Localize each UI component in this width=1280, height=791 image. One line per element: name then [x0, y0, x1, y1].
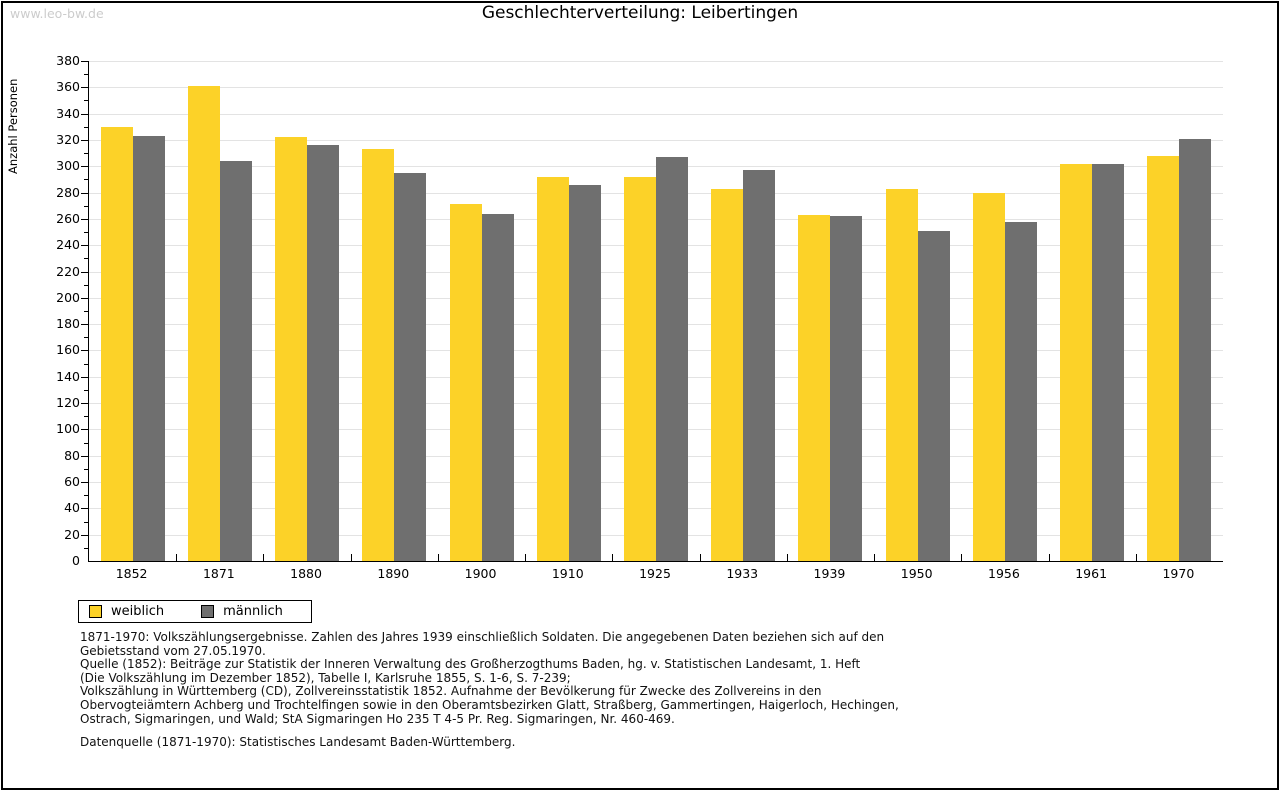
x-label-1880: 1880 [290, 566, 322, 581]
y-minor-tick-250 [84, 232, 88, 233]
footnote-line: Volkszählung in Württemberg (CD), Zollvereinsstatistik 1852. Aufnahme der Bevölkerung für Zwecke des Zollvereins in den [80, 684, 822, 699]
footnote-line: Quelle (1852): Beiträge zur Statistik der Inneren Verwaltung des Großherzogthums Baden, hg. v. Statistischen Landesamt, 1. Heft [80, 657, 861, 672]
bar-männlich-1933 [743, 170, 775, 561]
bar-weiblich-1890 [362, 149, 394, 561]
gridline-380 [89, 61, 1223, 62]
bar-männlich-1900 [482, 214, 514, 561]
legend [78, 600, 312, 623]
y-major-tick-100 [81, 429, 88, 430]
x-boundary-tick-12 [1136, 554, 1137, 561]
bar-männlich-1890 [394, 173, 426, 561]
legend-label-maennlich: männlich [223, 604, 283, 619]
y-major-tick-200 [81, 298, 88, 299]
y-tick-label-0: 0 [72, 553, 80, 568]
y-major-tick-260 [81, 219, 88, 220]
x-boundary-tick-11 [1049, 554, 1050, 561]
y-minor-tick-150 [84, 364, 88, 365]
x-label-1890: 1890 [377, 566, 410, 581]
x-label-1933: 1933 [726, 566, 759, 581]
y-tick-label-20: 20 [64, 526, 80, 542]
footnote-line: Gebietsstand vom 27.05.1970. [80, 643, 266, 658]
x-label-1939: 1939 [813, 566, 846, 581]
x-label-1970: 1970 [1162, 566, 1195, 581]
y-minor-tick-130 [84, 390, 88, 391]
gridline-320 [89, 140, 1223, 141]
y-tick-label-100: 100 [56, 421, 80, 437]
bar-weiblich-1900 [450, 204, 482, 561]
legend-item-weiblich [89, 604, 164, 619]
bar-weiblich-1880 [275, 137, 307, 561]
bar-männlich-1961 [1092, 164, 1124, 561]
weiblich-swatch [89, 605, 102, 618]
y-tick-label-220: 220 [56, 263, 80, 279]
y-major-tick-300 [81, 166, 88, 167]
y-major-tick-120 [81, 403, 88, 404]
bar-männlich-1910 [569, 185, 601, 561]
y-minor-tick-110 [84, 416, 88, 417]
y-tick-label-280: 280 [56, 184, 80, 200]
x-label-1900: 1900 [464, 566, 497, 581]
bar-weiblich-1852 [101, 127, 133, 561]
y-tick-label-60: 60 [64, 474, 80, 490]
y-tick-label-140: 140 [56, 368, 80, 384]
footnotes [80, 631, 1200, 750]
y-major-tick-20 [81, 535, 88, 536]
x-boundary-tick-7 [700, 554, 701, 561]
bar-weiblich-1956 [973, 193, 1005, 561]
y-minor-tick-310 [84, 153, 88, 154]
bar-weiblich-1939 [798, 215, 830, 561]
x-label-1956: 1956 [988, 566, 1020, 581]
y-tick-label-260: 260 [56, 210, 80, 226]
y-minor-tick-370 [84, 74, 88, 75]
watermark-text: www.leo-bw.de [10, 6, 104, 21]
y-axis-label: Anzahl Personen [6, 78, 20, 174]
y-minor-tick-270 [84, 206, 88, 207]
y-major-tick-220 [81, 272, 88, 273]
y-minor-tick-50 [84, 495, 88, 496]
x-boundary-tick-8 [787, 554, 788, 561]
datasource-line: Datenquelle (1871-1970): Statistisches Landesamt Baden-Württemberg. [80, 735, 516, 750]
x-boundary-tick-1 [176, 554, 177, 561]
footnote-line: Ostrach, Sigmaringen, und Wald; StA Sigmaringen Ho 235 T 4-5 Pr. Reg. Sigmaringen, Nr. 460-469. [80, 711, 675, 726]
y-minor-tick-90 [84, 443, 88, 444]
x-boundary-tick-10 [961, 554, 962, 561]
y-major-tick-380 [81, 61, 88, 62]
chart-title: Geschlechterverteilung: Leibertingen [481, 3, 799, 23]
y-tick-label-240: 240 [56, 237, 80, 253]
y-minor-tick-330 [84, 127, 88, 128]
y-minor-tick-290 [84, 179, 88, 180]
y-tick-label-380: 380 [56, 53, 80, 68]
x-label-1961: 1961 [1075, 566, 1108, 581]
y-major-tick-160 [81, 350, 88, 351]
y-minor-tick-350 [84, 100, 88, 101]
y-major-tick-80 [81, 456, 88, 457]
y-major-tick-320 [81, 140, 88, 141]
maennlich-swatch [201, 605, 214, 618]
y-minor-tick-210 [84, 285, 88, 286]
bar-weiblich-1910 [537, 177, 569, 561]
y-major-tick-280 [81, 193, 88, 194]
bar-männlich-1970 [1179, 139, 1211, 561]
y-major-tick-340 [81, 114, 88, 115]
y-tick-label-180: 180 [56, 316, 80, 332]
y-tick-label-120: 120 [56, 395, 80, 411]
bar-weiblich-1950 [886, 189, 918, 561]
y-major-tick-360 [81, 87, 88, 88]
y-tick-label-40: 40 [64, 500, 80, 516]
bar-männlich-1956 [1005, 222, 1037, 561]
y-minor-tick-190 [84, 311, 88, 312]
gridline-340 [89, 114, 1223, 115]
x-boundary-tick-3 [351, 554, 352, 561]
y-tick-label-320: 320 [56, 131, 80, 147]
y-tick-label-80: 80 [64, 447, 80, 463]
y-tick-label-360: 360 [56, 79, 80, 95]
bar-männlich-1925 [656, 157, 688, 561]
y-minor-tick-30 [84, 522, 88, 523]
gridline-360 [89, 87, 1223, 88]
bar-männlich-1871 [220, 161, 252, 561]
x-boundary-tick-5 [525, 554, 526, 561]
y-minor-tick-230 [84, 258, 88, 259]
bar-weiblich-1970 [1147, 156, 1179, 561]
bar-männlich-1880 [307, 145, 339, 561]
y-major-tick-180 [81, 324, 88, 325]
x-label-1950: 1950 [900, 566, 933, 581]
y-major-tick-40 [81, 508, 88, 509]
y-tick-label-300: 300 [56, 158, 80, 174]
x-label-1925: 1925 [639, 566, 671, 581]
bar-männlich-1950 [918, 231, 950, 561]
bar-weiblich-1933 [711, 189, 743, 561]
y-minor-tick-10 [84, 548, 88, 549]
bar-männlich-1939 [830, 216, 862, 561]
legend-label-weiblich: weiblich [111, 604, 165, 619]
y-tick-label-340: 340 [56, 105, 80, 121]
bar-weiblich-1961 [1060, 164, 1092, 561]
plot-area [88, 61, 1223, 562]
legend-item-maennlich [201, 604, 283, 619]
y-tick-label-200: 200 [56, 289, 80, 305]
bar-weiblich-1925 [624, 177, 656, 561]
x-label-1871: 1871 [202, 566, 235, 581]
bar-weiblich-1871 [188, 86, 220, 561]
x-label-1852: 1852 [115, 566, 148, 581]
x-boundary-tick-9 [874, 554, 875, 561]
x-boundary-tick-4 [438, 554, 439, 561]
y-tick-label-160: 160 [56, 342, 80, 358]
footnote-line: 1871-1970: Volkszählungsergebnisse. Zahlen des Jahres 1939 einschließlich Soldaten. Die angegebenen Daten beziehen sich auf den [80, 630, 885, 644]
x-boundary-tick-6 [612, 554, 613, 561]
y-major-tick-60 [81, 482, 88, 483]
x-label-1910: 1910 [551, 566, 584, 581]
y-major-tick-240 [81, 245, 88, 246]
x-boundary-tick-2 [263, 554, 264, 561]
y-minor-tick-170 [84, 337, 88, 338]
bar-männlich-1852 [133, 136, 165, 561]
footnote-line: Obervogteiämtern Achberg und Trochtelfingen sowie in den Oberamtsbezirken Glatt, Straßberg, Gammertingen, Haigerloch, Hechingen, [80, 697, 899, 712]
footnote-line: (Die Volkszählung im Dezember 1852), Tabelle I, Karlsruhe 1855, S. 1-6, S. 7-239; [80, 670, 571, 685]
y-minor-tick-70 [84, 469, 88, 470]
y-major-tick-140 [81, 377, 88, 378]
